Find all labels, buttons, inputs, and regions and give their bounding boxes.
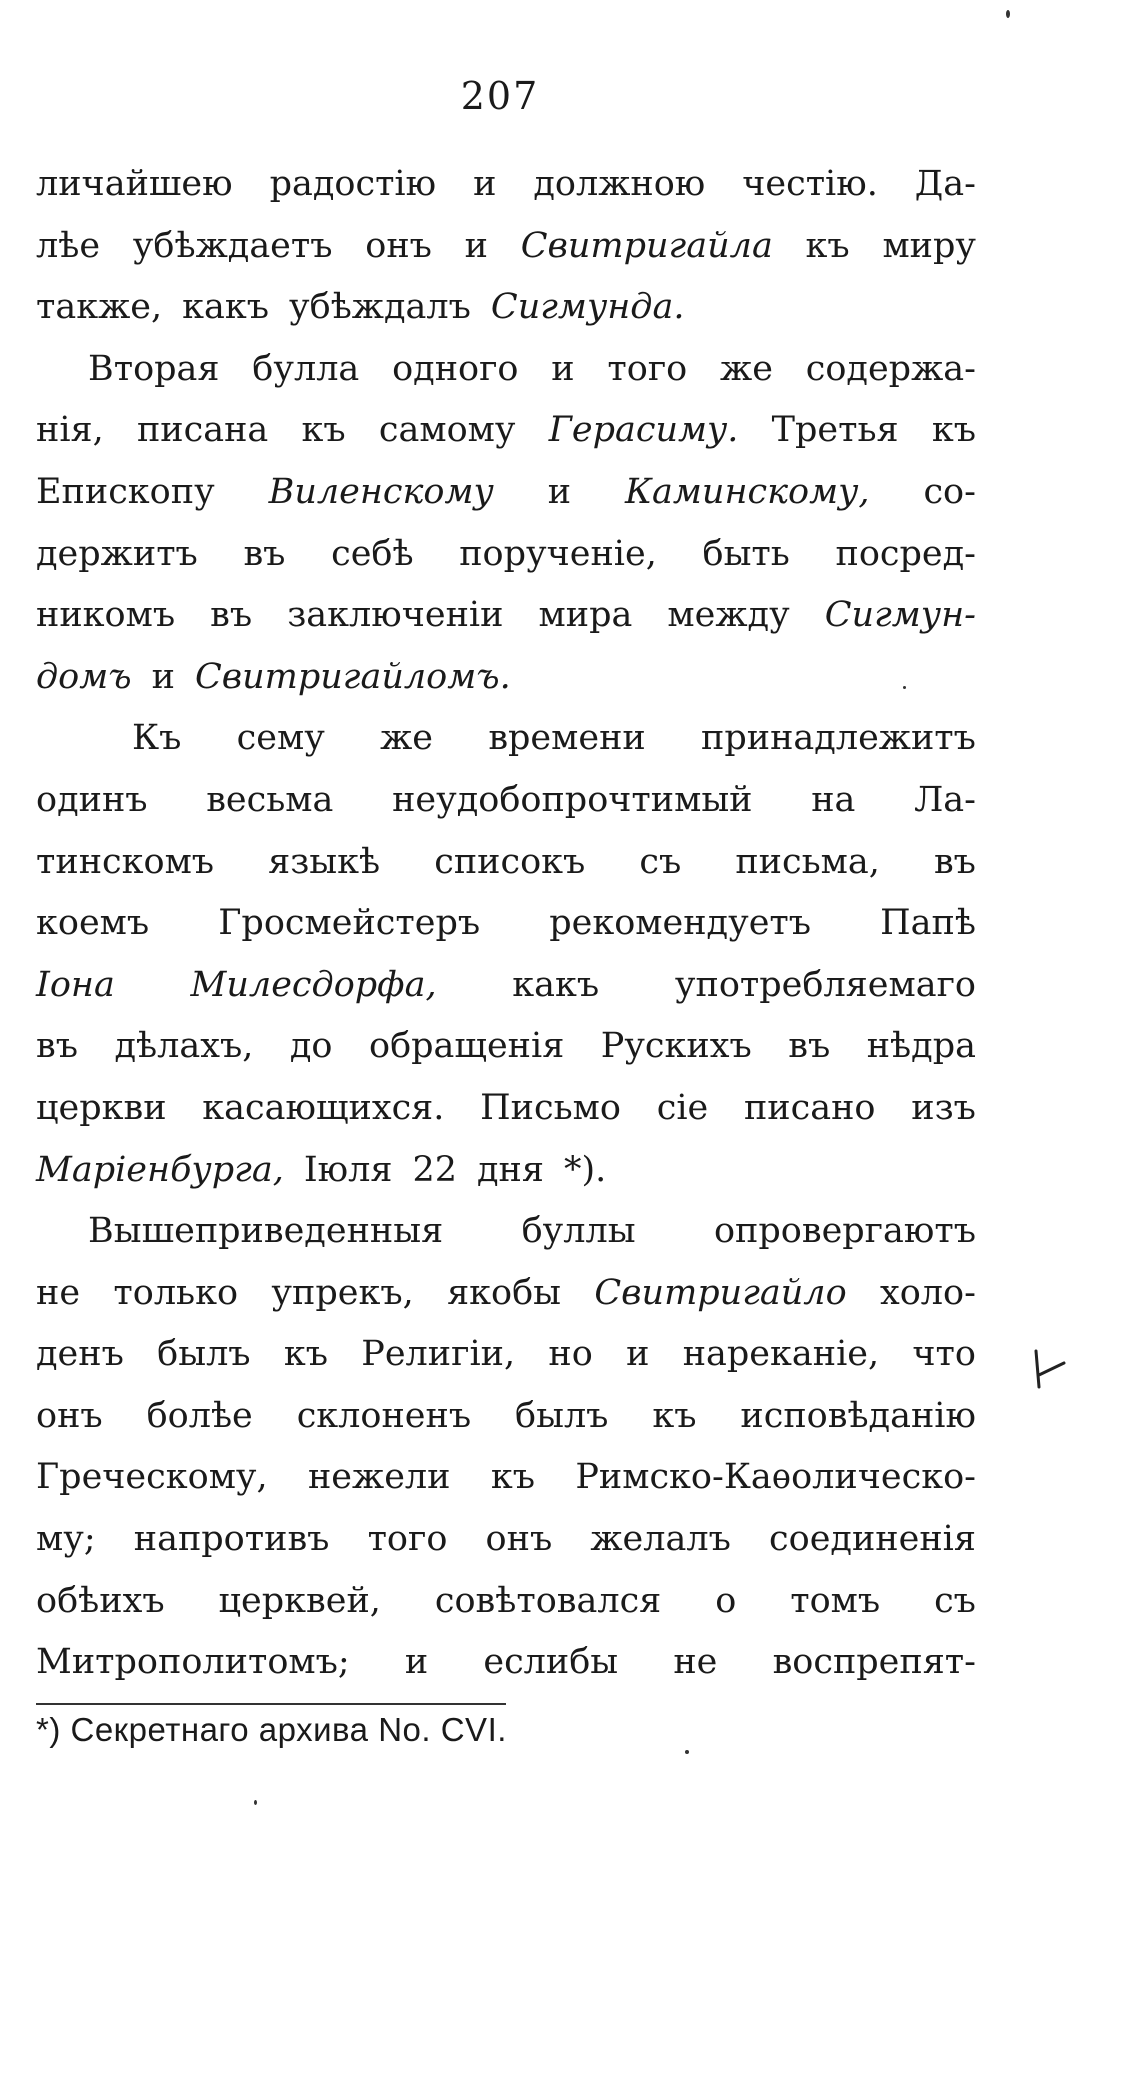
text-line: въ дѣлахъ, до обращенія Рускихъ въ нѣдра bbox=[36, 1026, 976, 1067]
text-line: не только упрекъ, якобы Свитригайло холо- bbox=[36, 1263, 976, 1325]
text-line: коемъ Гросмейстеръ рекомендуетъ Папѣ bbox=[36, 903, 976, 944]
text-line: Вторая булла одного и того же содержа- bbox=[88, 348, 976, 389]
text-line: держитъ въ себѣ порученіе, быть посред- bbox=[36, 533, 976, 574]
italic-name: Свитригайла bbox=[520, 225, 773, 266]
italic-name: Свитригайло bbox=[594, 1272, 847, 1313]
text-line: денъ былъ къ Религіи, но и нареканіе, что bbox=[36, 1334, 976, 1375]
italic-name: домъ bbox=[36, 656, 132, 697]
footnote-ref: *). bbox=[563, 1149, 607, 1190]
text-line: также, какъ убѣждалъ Сигмунда. bbox=[36, 277, 976, 339]
text-line: Маріенбурга, Іюля 22 дня *). bbox=[36, 1140, 976, 1202]
text-line: му; напротивъ того онъ желалъ соединенія bbox=[36, 1519, 976, 1560]
print-speck bbox=[1006, 10, 1010, 18]
italic-name: Маріенбурга, bbox=[36, 1149, 284, 1190]
text-line: Греческому, нежели къ Римско-Каѳолическо- bbox=[36, 1457, 976, 1498]
text-line: Митрополитомъ; и еслибы не воспрепят- bbox=[36, 1642, 976, 1683]
italic-name: Іона bbox=[36, 964, 115, 1005]
body-text bbox=[36, 154, 976, 1694]
text-line: Іона Милесдорфа, какъ употребляемаго bbox=[36, 955, 976, 1017]
text-line: Вышеприведенныя буллы опровергаютъ bbox=[88, 1211, 976, 1252]
print-speck bbox=[903, 686, 906, 689]
italic-name: Свитригайломъ. bbox=[194, 656, 511, 697]
page-number: 207 bbox=[460, 74, 540, 118]
text-line: личайшею радостію и должною честію. Да- bbox=[36, 164, 976, 204]
text-line: нія, писана къ самому Герасиму. Третья къ bbox=[36, 400, 976, 462]
italic-name: Виленскому bbox=[268, 471, 494, 512]
italic-name: Сигмун- bbox=[824, 595, 976, 636]
text-line: Епископу Виленскому и Каминскому, со- bbox=[36, 462, 976, 524]
text-line: Къ сему же времени принадлежитъ bbox=[132, 718, 976, 759]
text-line: тинскомъ языкѣ списокъ съ письма, въ bbox=[36, 841, 976, 882]
footnote-divider bbox=[36, 1703, 506, 1705]
text-line: обѣихъ церквей, совѣтовался о томъ съ bbox=[36, 1580, 976, 1621]
text-line: одинъ весьма неудобопрочтимый на Ла- bbox=[36, 779, 976, 820]
text-line: лѣе убѣждаетъ онъ и Свитригайла къ миру bbox=[36, 216, 976, 278]
text-line: онъ болѣе склоненъ былъ къ исповѣданію bbox=[36, 1395, 976, 1436]
margin-pencil-mark bbox=[1030, 1347, 1070, 1399]
footnote: *) Секретнаго архива No. CVI. bbox=[36, 1711, 507, 1748]
italic-name: Милесдорфа, bbox=[190, 964, 437, 1005]
italic-name: Каминскому, bbox=[624, 471, 870, 512]
print-speck bbox=[254, 1800, 257, 1805]
text-line: никомъ въ заключеніи мира между Сигмун- bbox=[36, 585, 976, 647]
text-line: домъ и Свитригайломъ. bbox=[36, 647, 976, 709]
text-line: церкви касающихся. Письмо сіе писано изъ bbox=[36, 1087, 976, 1128]
italic-name: Сигмунда. bbox=[490, 287, 685, 328]
print-speck bbox=[685, 1750, 689, 1754]
italic-name: Герасиму. bbox=[548, 410, 739, 451]
